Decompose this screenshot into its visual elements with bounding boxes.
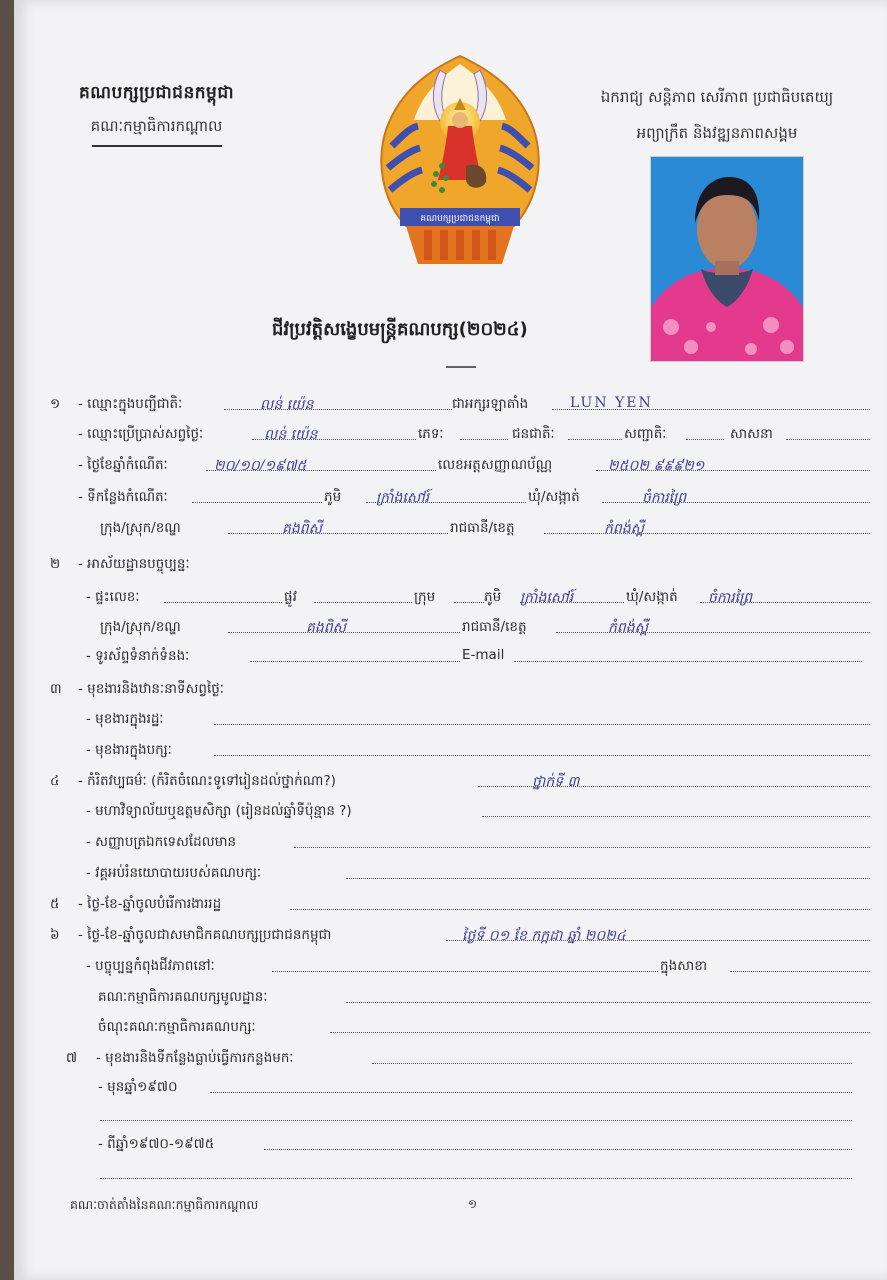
period-1970-1975-field[interactable] (264, 1149, 852, 1150)
ethnicity-field[interactable] (568, 439, 622, 440)
footer-office: គណៈចាត់តាំងនៃគណៈកម្មាធិការកណ្តាល (70, 1197, 259, 1212)
sex-field[interactable] (460, 439, 508, 440)
section-number: ៥ (50, 896, 60, 912)
row-1970-1975 (14, 1133, 887, 1157)
party-emblem-icon (370, 50, 550, 268)
section-number: ២ (50, 556, 61, 572)
work-history-field[interactable] (372, 1063, 852, 1064)
row-house (14, 586, 887, 610)
position-title: - មុខងារនិងឋានៈនាទីសព្វថ្ងៃៈ (78, 681, 224, 697)
before-1970-extra-field[interactable] (100, 1120, 852, 1121)
street-label: ផ្លូវ (284, 589, 297, 605)
street-field[interactable] (314, 602, 412, 603)
row-birthplace (14, 486, 887, 510)
latin-value: LUN YEN (570, 395, 653, 411)
birth-district-value: គងពិសី (282, 521, 322, 537)
id-label: លេខអត្តសញ្ញាណប័ណ្ណ (438, 457, 553, 473)
page-number: ១ (468, 1197, 478, 1211)
current-residence-label: - បច្ចុប្បន្នកំពុងជីវភាពនៅៈ (86, 958, 215, 974)
name-field[interactable] (224, 409, 452, 410)
row-birth-district (14, 517, 887, 541)
profile-photo (650, 156, 804, 362)
name-label: - ឈ្មោះក្នុងបញ្ជីជាតិៈ (78, 396, 183, 412)
row-state-position (14, 708, 887, 732)
row-party-position (14, 739, 887, 763)
row-dob (14, 454, 887, 478)
work-history-label: - មុខងារនិងទីកន្លែងធ្លាប់ធ្វើការកន្លងមកៈ (96, 1050, 294, 1066)
page-title: ជីវប្រវត្តិសង្ខេបមន្រ្តីគណបក្ស(២០២៤) (272, 319, 528, 340)
row-position-title (14, 678, 887, 702)
nation-motto: អព្យាក្រឹត និងវឌ្ឍនភាពសង្គម (636, 124, 798, 142)
ethnicity-label: ជនជាតិៈ (512, 426, 555, 442)
title-ornament-icon (446, 365, 476, 369)
university-label: - មហាវិទ្យាល័យឬឧត្តមសិក្សា (រៀនដល់ឆ្នាំទីប៉ុន្មាន ?) (86, 803, 352, 819)
row-certificate (14, 831, 887, 855)
branch-field[interactable] (730, 971, 870, 972)
birth-village-label: ភូមិ (324, 489, 342, 505)
nation-slogan: ឯករាជ្យ សន្តិភាព សេរីភាព ប្រជាធិបតេយ្យ (600, 88, 834, 106)
commune-value: ចំការព្រៃ (708, 590, 753, 606)
document-page (14, 0, 887, 1280)
emblem-text: គណបក្សប្រជាជនកម្ពុជា (420, 214, 500, 224)
row-political-training (14, 862, 887, 886)
row-membership (14, 924, 887, 948)
common-name-value: លន់ យ៉េន (264, 427, 318, 443)
parent-committee-label: ចំណុះគណៈកម្មាធិការគណបក្សៈ (98, 1019, 256, 1035)
district-value: គងពិសី (306, 620, 346, 636)
religion-field[interactable] (786, 439, 870, 440)
education-value: ថ្នាក់ទី ៣ (532, 774, 580, 790)
house-field[interactable] (164, 602, 282, 603)
row-parent-committee (14, 1016, 887, 1040)
citizenship-label: សញ្ជាតិៈ (624, 426, 667, 442)
row-current-residence (14, 955, 887, 979)
period-1970-1975-extra-field[interactable] (100, 1178, 852, 1179)
party-position-field[interactable] (214, 755, 870, 756)
dob-value: ២០/១០/១៩៧៥ (214, 458, 307, 474)
row-education (14, 770, 887, 794)
before-1970-field[interactable] (210, 1092, 852, 1093)
phone-label: - ទូរស័ព្ទទំនាក់ទំនងៈ (86, 648, 190, 664)
section-number: ៤ (50, 773, 60, 789)
current-residence-field[interactable] (272, 971, 658, 972)
base-committee-field[interactable] (346, 1002, 870, 1003)
section-number: ៦ (50, 927, 60, 943)
birth-province-value: កំពង់ស្ពឺ (604, 521, 644, 537)
row-university (14, 800, 887, 824)
row-name (14, 393, 887, 417)
birth-province-label: រាជធានី/ខេត្ត (450, 520, 515, 536)
membership-value: ថ្ងៃទី ០១ ខែ កក្កដា ឆ្នាំ ២០២៤ (462, 928, 626, 944)
citizenship-field[interactable] (686, 439, 724, 440)
before-1970-label: - មុនឆ្នាំ១៩៧០ (98, 1079, 178, 1095)
id-value: ២៥០២ ៩៩៩២១ (608, 458, 705, 474)
birth-commune-label: ឃុំ/សង្កាត់ (528, 489, 580, 505)
university-field[interactable] (482, 816, 870, 817)
village-value: ក្រាំងសៅរ៍ (520, 590, 574, 606)
row-work-history (14, 1047, 887, 1071)
certificate-label: - សញ្ញាបត្រឯកទេសដែលមាន (86, 834, 237, 850)
section-number: ១ (50, 396, 61, 412)
sex-label: ភេទៈ (418, 426, 444, 442)
header-divider (92, 145, 222, 147)
state-service-field[interactable] (290, 909, 870, 910)
birthplace-label: - ទីកន្លែងកំណើតៈ (78, 489, 168, 505)
province-label: រាជធានី/ខេត្ត (462, 619, 527, 635)
party-name: គណបក្សប្រជាជនកម្ពុជា (78, 83, 235, 103)
latin-label: ជាអក្សរឡាតាំង (452, 396, 529, 412)
village-label: ភូមិ (484, 589, 502, 605)
state-position-label: - មុខងារក្នុងរដ្ឋៈ (86, 711, 164, 727)
birth-province-field[interactable] (544, 533, 870, 534)
phone-field[interactable] (250, 661, 460, 662)
name-value: លន់ យ៉េន (260, 397, 314, 413)
district-label: ក្រុង/ស្រុក/ខណ្ឌ (100, 619, 181, 635)
state-service-label: - ថ្ងៃ-ខែ-ឆ្នាំចូលបំរើការងាររដ្ឋ (78, 896, 222, 912)
section-number: ៣ (50, 681, 62, 697)
row-before-1970 (14, 1076, 887, 1100)
province-field[interactable] (556, 632, 870, 633)
row-address-title (14, 553, 887, 577)
header-left (34, 82, 279, 147)
row-1970-1975-extra (14, 1162, 887, 1186)
base-committee-label: គណៈកម្មាធិការគណបក្សមូលដ្ឋានៈ (98, 989, 268, 1005)
certificate-field[interactable] (294, 847, 870, 848)
row-base-committee (14, 986, 887, 1010)
birth-district-label: ក្រុង/ស្រុក/ខណ្ឌ (100, 520, 181, 536)
common-name-label: - ឈ្មោះប្រើប្រាស់សព្វថ្ងៃៈ (78, 426, 204, 442)
row-state-service (14, 893, 887, 917)
row-phone (14, 645, 887, 669)
birth-village-value: ក្រាំងសៅរ៍ (376, 490, 430, 506)
province-value: កំពង់ស្ពឺ (608, 620, 648, 636)
membership-label: - ថ្ងៃ-ខែ-ឆ្នាំចូលជាសមាជិកគណបក្សប្រជាជនកម្ពុជា (78, 927, 332, 943)
parent-committee-field[interactable] (330, 1032, 870, 1033)
section-number: ៧ (66, 1050, 78, 1066)
political-training-field[interactable] (346, 878, 870, 879)
party-position-label: - មុខងារក្នុងបក្សៈ (86, 742, 172, 758)
row-district (14, 616, 887, 640)
period-1970-1975-label: - ពីឆ្នាំ១៩៧០-១៩៧៥ (98, 1136, 215, 1152)
state-position-field[interactable] (214, 724, 870, 725)
committee-name: គណៈកម្មាធិការកណ្តាល (90, 117, 223, 135)
row-before-1970-extra (14, 1104, 887, 1128)
birthplace-field[interactable] (192, 502, 322, 503)
branch-label: ក្នុងសាខា (660, 958, 708, 974)
house-label: - ផ្ទះលេខៈ (86, 589, 140, 605)
group-label: ក្រុម (414, 589, 436, 605)
birth-district-field[interactable] (228, 533, 448, 534)
religion-label: សាសនា (730, 426, 773, 442)
political-training-label: - វគ្គអប់រំនយោបាយរបស់គណបក្សៈ (86, 865, 262, 881)
email-field[interactable] (514, 661, 862, 662)
commune-label: ឃុំ/សង្កាត់ (626, 589, 678, 605)
portrait-image (651, 157, 803, 361)
dob-label: - ថ្ងៃខែឆ្នាំកំណើតៈ (78, 457, 168, 473)
birth-commune-value: ចំការព្រៃ (642, 490, 687, 506)
group-field[interactable] (454, 602, 484, 603)
row-common-name (14, 423, 887, 447)
education-label: - កំរិតវប្បធម៌ៈ (កំរិតចំណេះទូទៅរៀនដល់ថ្នាក់ណា?) (78, 773, 336, 789)
email-label: E-mail (462, 647, 505, 663)
address-title: - អាស័យដ្ឋានបច្ចុប្បន្នៈ (78, 556, 190, 572)
header-right (557, 88, 877, 146)
